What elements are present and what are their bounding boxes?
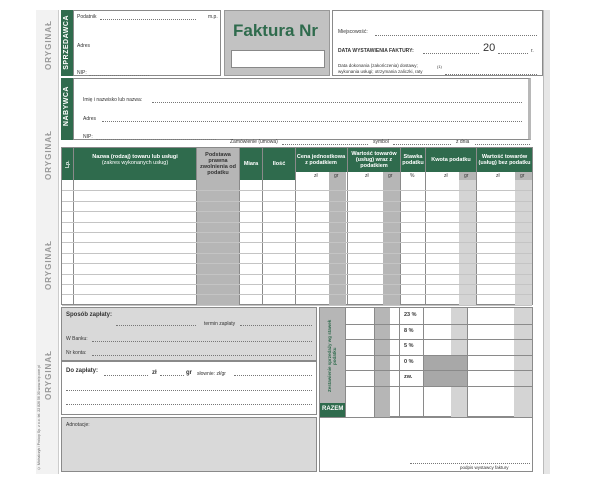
table-row[interactable] xyxy=(62,263,532,264)
vrule xyxy=(476,148,477,305)
tax-gr: gr xyxy=(464,173,469,179)
issue-date-line[interactable] xyxy=(423,53,479,54)
delivery-label: Data dokonania (zakończenia) dostawy; xyxy=(338,63,418,68)
copy-label-2: ORYGINAŁ xyxy=(44,130,53,180)
payment-method-label: Sposób zapłaty: xyxy=(66,312,113,318)
summary-rate-label: 23 % xyxy=(404,312,417,318)
summary-rate-label: 0 % xyxy=(404,358,414,365)
vrule xyxy=(196,148,197,305)
signature-label: podpis wystawcy faktury xyxy=(460,465,509,470)
seller-tab xyxy=(61,10,73,76)
table-row[interactable] xyxy=(62,305,532,306)
due-gr-line[interactable] xyxy=(160,375,184,376)
due-amount-line[interactable] xyxy=(104,375,148,376)
vrule xyxy=(347,148,348,305)
publisher-note: © Michalczyk i Prokop Sp. z o.o. tel. 22 826 56 30 www.mip.com.pl xyxy=(37,365,41,470)
delivery-label-2: wykonania usługi; otrzymania zaliczki, raty xyxy=(338,69,423,74)
due-words-line-2[interactable] xyxy=(66,390,312,391)
seller-stamp-label: m.p. xyxy=(208,14,218,20)
seller-name-label: Podatnik xyxy=(77,14,97,20)
buyer-address-label: Adres xyxy=(83,116,97,122)
table-row[interactable] xyxy=(62,211,532,212)
issue-year-line[interactable] xyxy=(498,53,528,54)
payment-term-line[interactable] xyxy=(240,325,312,326)
summary-rate-label: 5 % xyxy=(404,343,414,350)
table-row[interactable] xyxy=(62,201,532,202)
table-row[interactable] xyxy=(62,294,532,295)
col-name-sub: (zakres wykonanych usług) xyxy=(101,160,169,166)
notes-label: Adnotacje: xyxy=(66,422,90,428)
rate-pct: % xyxy=(410,173,415,179)
due-words-line-3[interactable] xyxy=(66,404,312,405)
payment-method-line[interactable] xyxy=(116,325,196,326)
tax-zl: zł xyxy=(444,173,448,179)
buyer-name-line[interactable] xyxy=(152,102,522,103)
net-gr: gr xyxy=(520,173,525,179)
gross-zl: zł xyxy=(365,173,369,179)
table-row[interactable] xyxy=(62,274,532,275)
order-date-line[interactable] xyxy=(475,144,530,145)
buyer-box xyxy=(73,78,531,140)
order-symbol-label: symbol xyxy=(373,139,389,145)
delivery-footnote: (1) xyxy=(437,64,442,69)
invoice-title-box xyxy=(224,10,330,76)
col-legal-header xyxy=(197,148,239,180)
summary-row-rule xyxy=(345,324,532,325)
seller-nip-line[interactable] xyxy=(89,75,149,76)
signature-line xyxy=(410,463,530,464)
col-price-header: Cena jednostkowa z podatkiem xyxy=(296,154,346,166)
table-row[interactable] xyxy=(62,253,532,254)
margin-strip xyxy=(36,10,59,474)
delivery-line[interactable] xyxy=(445,74,537,75)
buyer-address-line[interactable] xyxy=(102,121,522,122)
summary-side-label: Zestawienie sprzedaży wg stawek podatku xyxy=(327,319,337,393)
items-table xyxy=(61,147,533,305)
table-row[interactable] xyxy=(62,232,532,233)
issue-year-suffix: r. xyxy=(531,48,534,54)
due-gr: gr xyxy=(186,370,192,376)
seller-section-label: SPRZEDAWCA xyxy=(63,15,70,70)
table-row[interactable] xyxy=(62,222,532,223)
order-line[interactable] xyxy=(282,144,368,145)
summary-rate-label: zw. xyxy=(404,374,413,381)
net-zl: zł xyxy=(496,173,500,179)
summary-row-rule xyxy=(345,386,532,387)
vrule xyxy=(295,148,296,305)
seller-name-line[interactable] xyxy=(100,19,196,20)
right-edge xyxy=(543,10,550,474)
col-name-header xyxy=(74,148,196,172)
vrule xyxy=(400,148,401,305)
notes-box xyxy=(61,417,317,472)
table-row[interactable] xyxy=(62,284,532,285)
col-qty-header: Ilość xyxy=(272,161,286,167)
account-line[interactable] xyxy=(92,355,312,356)
due-words-line[interactable] xyxy=(234,375,312,376)
col-net-header: Wartość towarów (usług) bez podatku xyxy=(478,154,531,166)
table-row[interactable] xyxy=(62,242,532,243)
seller-box xyxy=(73,10,221,76)
summary-side xyxy=(320,308,345,403)
copy-label-4: ORYGINAŁ xyxy=(44,350,53,400)
seller-address-label: Adres xyxy=(77,43,91,49)
vrule xyxy=(425,148,426,305)
buyer-section-label: NABYWCA xyxy=(63,86,70,127)
issue-year-prefix: 20 xyxy=(483,42,496,54)
place-line[interactable] xyxy=(375,35,537,36)
table-row[interactable] xyxy=(62,190,532,191)
buyer-nip-line[interactable] xyxy=(96,139,216,140)
payment-term-label: termin zapłaty xyxy=(204,321,236,327)
bank-label: W Banku: xyxy=(66,336,88,342)
buyer-name-label: Imię i nazwisko lub nazwa: xyxy=(83,97,143,103)
account-label: Nr konta: xyxy=(66,350,87,356)
payment-box xyxy=(61,307,317,361)
seller-nip-label: NIP: xyxy=(77,70,87,76)
copy-label-1: ORYGINAŁ xyxy=(44,20,53,70)
col-rate-header: Stawka podatku xyxy=(402,154,424,166)
signature-box[interactable] xyxy=(319,417,533,472)
summary-total-cell xyxy=(320,403,345,417)
buyer-nip-label: NIP: xyxy=(83,134,93,140)
summary-row-rule xyxy=(345,370,532,371)
summary-rate-label: 8 % xyxy=(404,327,414,334)
issue-date-label: DATA WYSTAWIENIA FAKTURY: xyxy=(338,48,414,54)
price-gr: gr xyxy=(334,173,339,179)
vrule xyxy=(262,148,263,305)
col-name-title: Nazwa (rodzaj) towaru lub usługi xyxy=(92,154,178,160)
invoice-number-field[interactable] xyxy=(231,50,325,68)
copy-label-3: ORYGINAŁ xyxy=(44,240,53,290)
order-date-label: z dnia xyxy=(456,139,470,145)
gross-gr: gr xyxy=(388,173,393,179)
invoice-title: Faktura Nr xyxy=(233,21,319,40)
summary-row-rule xyxy=(345,339,532,340)
order-symbol-line[interactable] xyxy=(393,144,451,145)
summary-total-label: RAZEM xyxy=(322,406,344,412)
buyer-tab xyxy=(61,78,73,140)
due-words-label: słownie: zł/gr xyxy=(197,371,226,377)
due-label: Do zapłaty: xyxy=(66,368,99,374)
col-unit-header: Miara xyxy=(243,161,259,167)
summary-box xyxy=(319,307,533,417)
vrule xyxy=(73,148,74,305)
col-legal-title: Podstawa prawna zwolnienia od podatku xyxy=(199,152,237,176)
place-label: Miejscowość: xyxy=(338,29,368,35)
col-gross-header: Wartość towarów (usług) wraz z podatkiem xyxy=(351,151,397,169)
bank-line[interactable] xyxy=(92,341,312,342)
due-zl: zł xyxy=(152,370,157,376)
price-zl: zł xyxy=(314,173,318,179)
order-label: Zamówienie (umowa) xyxy=(230,139,278,145)
due-box xyxy=(61,361,317,415)
col-lp-header: Lp. xyxy=(65,160,71,168)
summary-row-rule xyxy=(345,355,532,356)
dates-box xyxy=(332,10,543,76)
vrule xyxy=(239,148,240,305)
col-tax-header: Kwota podatku xyxy=(431,157,471,163)
